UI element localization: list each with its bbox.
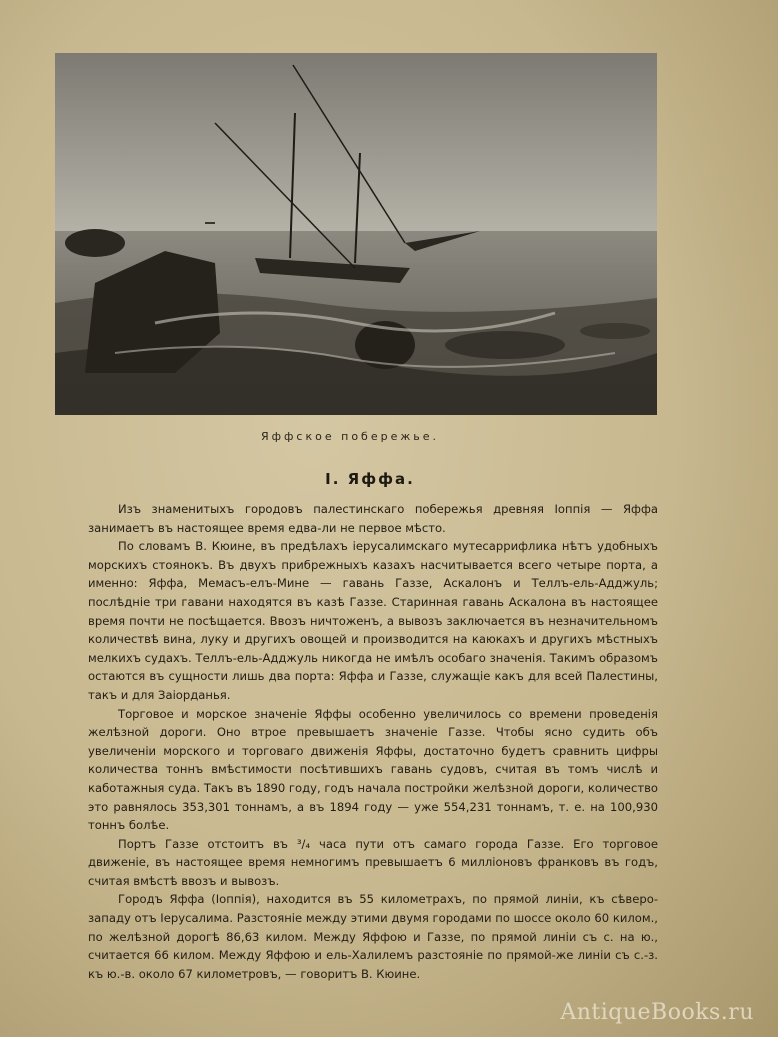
paragraph-4: Портъ Газзе отстоитъ въ ³/₄ часа пути отъ самаго города Газзе. Его торговое движеніе, въ настоящее время немногимъ превышаетъ 6 милліоновъ франковъ въ годъ, считая вмѣстѣ ввозъ и вывозъ.: [88, 836, 658, 888]
chapter-title: I. Яффа.: [325, 470, 415, 488]
paragraph-5: Городъ Яффа (Іоппія), находится въ 55 километрахъ, по прямой линіи, къ сѣверо-западу отъ Іерусалима. Разстояніе между этими двумя городами по шоссе около 60 килом., по желѣзной дорогѣ 86,63 килом. Между Яффою и Газзе, по прямой линіи съ с. на ю., считается 66 килом. Между Яффою и ель-Халилемъ разстояніе по прямой-же линіи съ с.-з. къ ю.-в. около 67 километровъ, — говоритъ В. Кюине.: [88, 892, 658, 981]
article-body: [88, 500, 658, 983]
paragraph-3: Торговое и морское значеніе Яффы особенно увеличилось со времени проведенія желѣзной дороги. Оно втрое превышаетъ значеніе Газзе. Чтобы ясно судить объ увеличеніи морского и торговаго движенія Яффы, достаточно будетъ сравнить цифры количества тоннъ вмѣстимости посѣтившихъ гавань судовъ, считая въ томъ числѣ и каботажныя суда. Такъ въ 1890 году, годъ начала постройки желѣзной дороги, количество это равнялось 353,301 тоннамъ, а въ 1894 году — уже 554,231 тоннамъ, т. е. на 100,930 тоннъ болѣе.: [88, 706, 658, 833]
photo-caption: Яффское побережье.: [260, 430, 440, 443]
paragraph-1: Изъ знаменитыхъ городовъ палестинскаго побережья древняя Іоппія — Яффа занимаетъ въ настоящее время едва-ли не первое мѣсто.: [88, 502, 658, 535]
paragraph-2: По словамъ В. Кюине, въ предѣлахъ іерусалимскаго мутесаррифлика нѣтъ удобныхъ морскихъ стоянокъ. Въ двухъ прибрежныхъ казахъ насчитывается всего четыре порта, а именно: Яффа, Мемасъ-елъ-Мине — гавань Газзе, Аскалонъ и Теллъ-ель-Адджуль; послѣдніе три гавани находятся въ казѣ Газзе. Старинная гавань Аскалона въ настоящее время почти не посѣщается. Ввозъ ничтоженъ, а вывозъ заключается въ незначительномъ количествѣ вина, луку и другихъ овощей и производится на каюкахъ и другихъ мѣстныхъ мелкихъ судахъ. Теллъ-ель-Адджуль никогда не имѣлъ особаго значенія. Такимъ образомъ остаются въ сущности лишь два порта: Яффа и Газзе, служащіе какъ для всей Палестины, такъ и для Заіорданья.: [88, 539, 658, 702]
coastal-photo-drawing: [55, 53, 657, 415]
site-watermark: AntiqueBooks.ru: [560, 1000, 754, 1025]
coastal-photo: [55, 53, 657, 415]
